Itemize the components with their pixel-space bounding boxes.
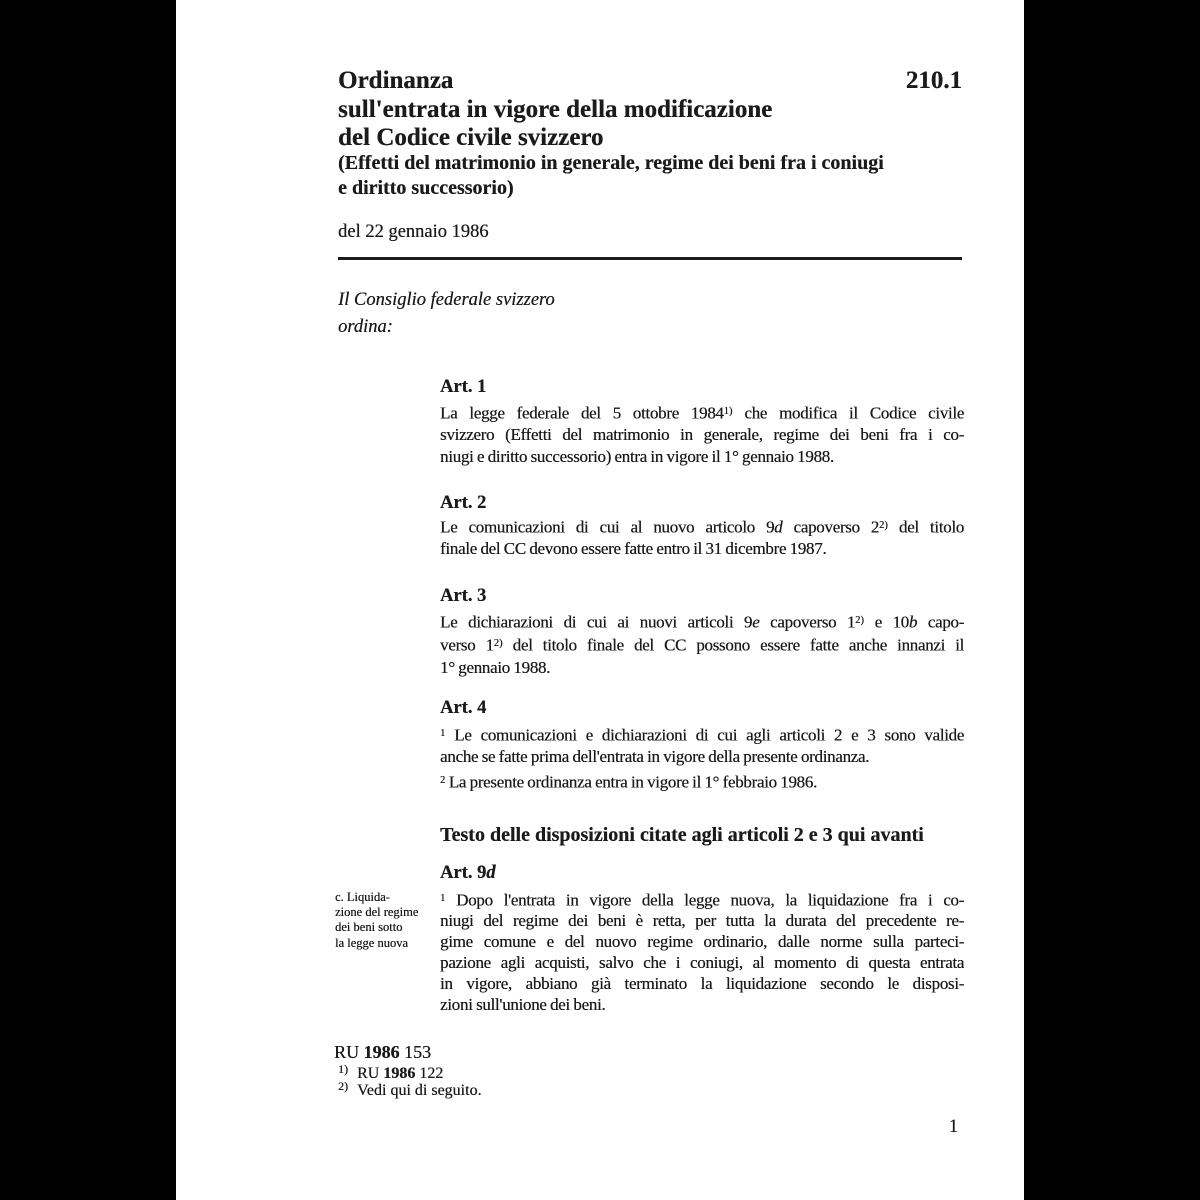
article-4-paragraph-1: $^1$ Le comunicazioni e dichiarazioni di cui agli articoli 2 e 3 sono valide anche se fatte prima dell'entrata in vigore della presente ordinanza. [440, 725, 964, 767]
cited-provisions-heading: Testo delle disposizioni citate agli articoli 2 e 3 qui avanti [440, 824, 924, 846]
document-date: del 22 gennaio 1986 [338, 222, 489, 242]
footnote-2 [338, 1079, 758, 1100]
article-3-text: Le dichiarazioni di cui ai nuovi articoli 9e capoverso 1$^{2)}$ e 10b capo- verso 1$^{2)}$ del titolo finale del CC possono essere fatte anche innanzi il 1° gennaio 1988. [440, 612, 964, 677]
article-2-text: Le comunicazioni di cui al nuovo articolo 9d capoverso 2$^{2)}$ del titolo finale del CC devono essere fatte entro il 31 dicembre 1987. [440, 517, 964, 559]
footnote-1-text: RU 1986 122 [357, 1065, 444, 1082]
preamble-ordina: ordina: [338, 317, 393, 337]
article-4-paragraph-2: $^2$ La presente ordinanza entra in vigore il 1° febbraio 1986. [440, 772, 817, 792]
document-title: Ordinanza sull'entrata in vigore della modificazione del Codice civile svizzero [338, 67, 773, 151]
preamble-authority: Il Consiglio federale svizzero [338, 290, 555, 310]
document-subtitle: (Effetti del matrimonio in generale, regime dei beni fra i coniugi e diritto successorio) [338, 152, 884, 199]
footnote-1-marker: 1) [338, 1062, 348, 1076]
footnote-2-marker: 2) [338, 1079, 348, 1093]
header-divider-rule [338, 257, 962, 260]
article-9d-heading: Art. 9d [440, 863, 496, 883]
article-9d-margin-note: c. Liquida- zione del regime dei beni sotto la legge nuova [335, 890, 419, 950]
article-4-heading: Art. 4 [440, 698, 487, 718]
left-black-bar [0, 0, 176, 1200]
right-black-bar [1024, 0, 1200, 1200]
document-page [176, 0, 1024, 1200]
article-3-heading: Art. 3 [440, 586, 487, 606]
article-1-text: La legge federale del 5 ottobre 1984$^{1)}$ che modifica il Codice civile svizzero (Effetti del matrimonio in generale, regime dei beni fra i co- niugi e diritto successorio) entra in vigore il 1° gennaio 1988. [440, 403, 964, 467]
document-code: 210.1 [905, 67, 962, 94]
article-2-heading: Art. 2 [440, 493, 487, 513]
footnote-2-text: Vedi qui di seguito. [357, 1082, 482, 1099]
article-1-heading: Art. 1 [440, 377, 487, 397]
page-number: 1 [948, 1117, 958, 1137]
article-9d-text: $^1$ Dopo l'entrata in vigore della legge nuova, la liquidazione fra i co- niugi del regime dei beni è retta, per tutta la durata del precedente re- gime comune e del nuovo regime ordinario, dalle norme sulla parteci- pazione agli acquisti, salvo che i coniugi, al momento di questa entrata in vigore, abbiano già terminato la liquidazione secondo le disposi- zioni sull'unione dei beni. [440, 890, 964, 1015]
ru-reference: RU 1986 153 [334, 1042, 432, 1062]
